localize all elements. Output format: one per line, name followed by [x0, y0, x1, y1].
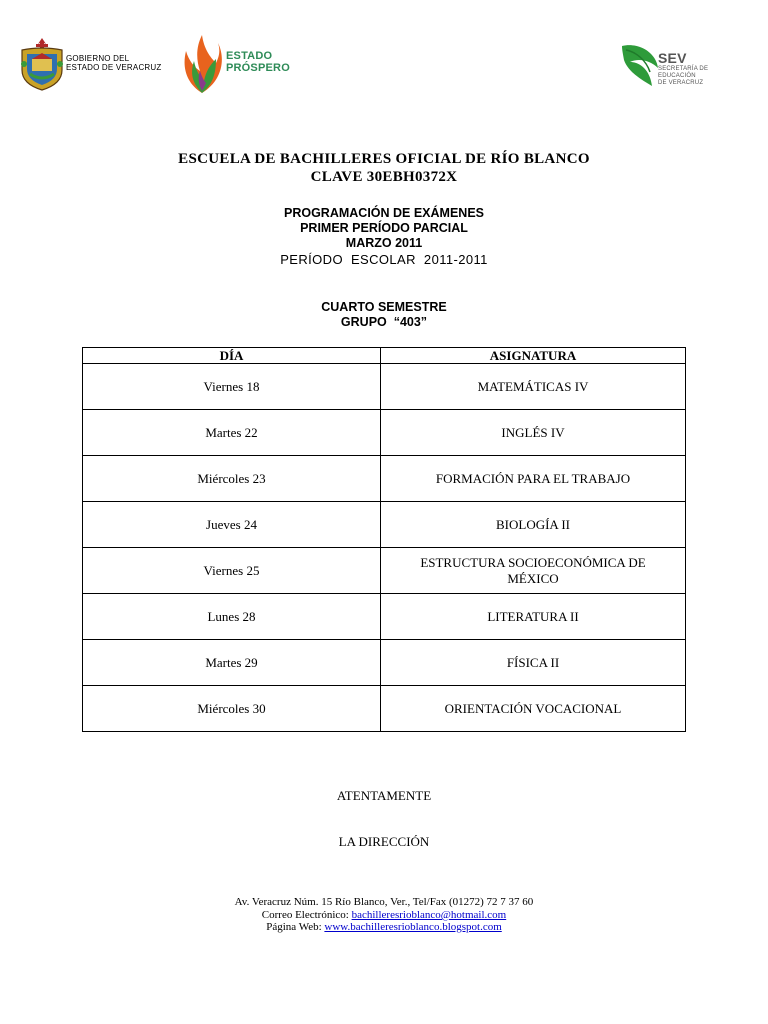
- day-cell: Miércoles 23: [83, 456, 381, 502]
- partial-period-title: PRIMER PERÍODO PARCIAL: [300, 221, 468, 235]
- subject-cell: MATEMÁTICAS IV: [381, 364, 686, 410]
- semester-label: CUARTO SEMESTRE: [321, 300, 447, 314]
- footer-web: [0, 921, 768, 933]
- flame-leaf-icon: [180, 33, 224, 95]
- email-link[interactable]: bachilleresrioblanco@hotmail.com: [351, 909, 507, 921]
- subject-cell: FÍSICA II: [381, 640, 686, 686]
- subject-cell: ORIENTACIÓN VOCACIONAL: [381, 686, 686, 732]
- gov-logo-line-2: ESTADO DE VERACRUZ: [66, 63, 162, 72]
- day-cell: Martes 22: [83, 410, 381, 456]
- subject-cell: LITERATURA II: [381, 594, 686, 640]
- exam-schedule-title: PROGRAMACIÓN DE EXÁMENES: [283, 206, 485, 220]
- school-name: ESCUELA DE BACHILLERES OFICIAL DE RÍO BLANCO: [178, 151, 590, 167]
- month-title: MARZO 2011: [345, 236, 423, 250]
- table-row: [83, 686, 686, 732]
- day-cell: Lunes 28: [83, 594, 381, 640]
- group-label: GRUPO “403”: [340, 315, 428, 329]
- footer-email: [0, 909, 768, 921]
- web-link[interactable]: www.bachilleresrioblanco.blogspot.com: [324, 921, 502, 933]
- school-period: PERÍODO ESCOLAR 2011-2011: [280, 252, 488, 267]
- day-cell: Viernes 18: [83, 364, 381, 410]
- estado-logo-line-2: PRÓSPERO: [226, 62, 290, 74]
- subject-column-header: ASIGNATURA: [381, 348, 686, 364]
- leaf-icon: [620, 42, 660, 90]
- email-label: Correo Electrónico:: [261, 909, 352, 921]
- gov-logo-line-1: GOBIERNO DEL: [66, 54, 130, 63]
- table-row: [83, 410, 686, 456]
- school-code: CLAVE 30EBH0372X: [310, 169, 458, 185]
- exam-schedule-table: [82, 347, 686, 732]
- estado-prospero-logo: [180, 33, 310, 95]
- closing-salutation: ATENTAMENTE: [336, 788, 432, 803]
- table-row: [83, 456, 686, 502]
- estado-logo-line-1: ESTADO: [226, 50, 273, 62]
- signature-line: LA DIRECCIÓN: [338, 834, 430, 849]
- table-header-row: [83, 348, 686, 364]
- sev-acronym: SEV: [658, 50, 687, 66]
- day-cell: Viernes 25: [83, 548, 381, 594]
- day-cell: Miércoles 30: [83, 686, 381, 732]
- subject-cell: BIOLOGÍA II: [381, 502, 686, 548]
- table-row: [83, 548, 686, 594]
- table-row: [83, 594, 686, 640]
- subject-cell: ESTRUCTURA SOCIOECONÓMICA DE MÉXICO: [381, 548, 686, 594]
- web-label: Página Web:: [266, 921, 325, 933]
- veracruz-shield-icon: [16, 36, 68, 92]
- subject-cell: INGLÉS IV: [381, 410, 686, 456]
- veracruz-government-logo: [16, 36, 176, 92]
- day-cell: Jueves 24: [83, 502, 381, 548]
- sev-logo: [620, 42, 746, 90]
- table-row: [83, 364, 686, 410]
- subject-cell: FORMACIÓN PARA EL TRABAJO: [381, 456, 686, 502]
- day-column-header: DÍA: [83, 348, 381, 364]
- footer-address: Av. Veracruz Núm. 15 Río Blanco, Ver., Tel/Fax (01272) 72 7 37 60: [234, 896, 534, 908]
- sev-logo-line-1: SECRETARÍA DE EDUCACIÓN: [658, 66, 709, 79]
- table-row: [83, 640, 686, 686]
- table-row: [83, 502, 686, 548]
- sev-logo-line-2: DE VERACRUZ: [658, 80, 704, 86]
- day-cell: Martes 29: [83, 640, 381, 686]
